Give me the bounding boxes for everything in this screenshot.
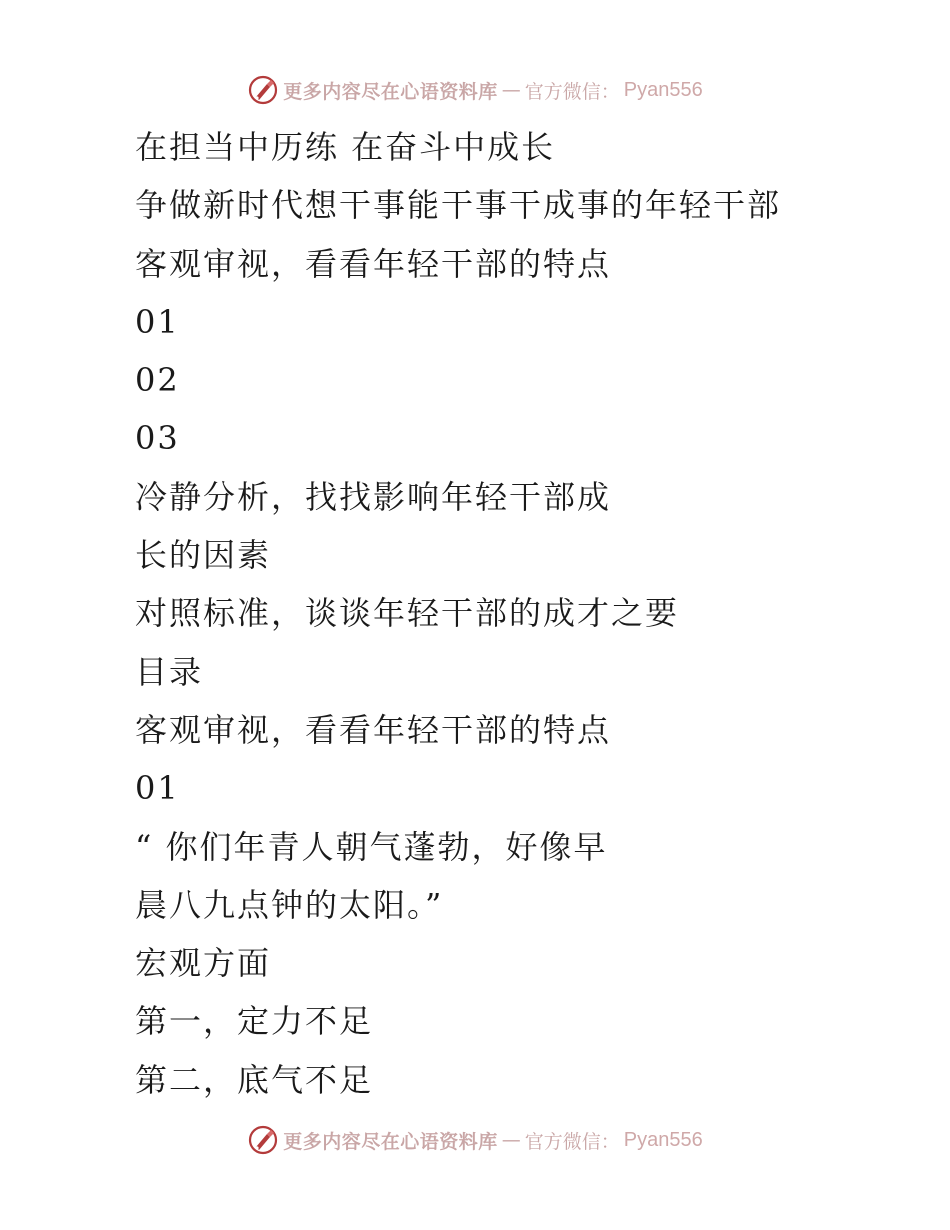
section-number: 03 [135, 419, 180, 458]
document-body [135, 118, 855, 1109]
list-item: 第一，定力不足 [135, 1002, 374, 1041]
text-line: 对照标准，谈谈年轻干部的成才之要 [135, 594, 680, 633]
subheading: 宏观方面 [135, 944, 272, 983]
footer-watermark [0, 1120, 950, 1160]
pen-logo-icon [247, 74, 279, 106]
section-number: 01 [135, 769, 180, 808]
section-number: 02 [135, 361, 180, 400]
pen-logo-icon [247, 1124, 279, 1156]
section-heading: 客观审视，看看年轻干部的特点 [135, 710, 612, 749]
watermark-wechat-label: 官方微信： [524, 80, 620, 103]
watermark-text: 更多内容尽在心语资料库 [283, 80, 498, 103]
document-title: 在担当中历练 在奋斗中成长 [135, 128, 556, 166]
document-subtitle: 争做新时代想干事能干事干成事的年轻干部 [135, 186, 782, 225]
header-watermark [0, 70, 950, 110]
watermark-text: 更多内容尽在心语资料库 [283, 1130, 498, 1153]
quote-line: 晨八九点钟的太阳。” [135, 885, 444, 924]
watermark-wechat-id: Pyan556 [623, 1128, 703, 1151]
text-line: 长的因素 [135, 536, 272, 575]
watermark-separator: — [501, 79, 521, 101]
section-number: 01 [135, 302, 180, 341]
toc-heading: 目录 [135, 652, 204, 691]
text-line: 冷静分析，找找影响年轻干部成 [135, 477, 612, 516]
watermark-wechat-id: Pyan556 [623, 78, 703, 101]
text-line: 客观审视，看看年轻干部的特点 [135, 244, 612, 283]
watermark-wechat-label: 官方微信： [524, 1130, 620, 1153]
quote-line: “ 你们年青人朝气蓬勃，好像早 [135, 827, 608, 866]
watermark-separator: — [501, 1129, 521, 1151]
list-item: 第二，底气不足 [135, 1060, 374, 1099]
